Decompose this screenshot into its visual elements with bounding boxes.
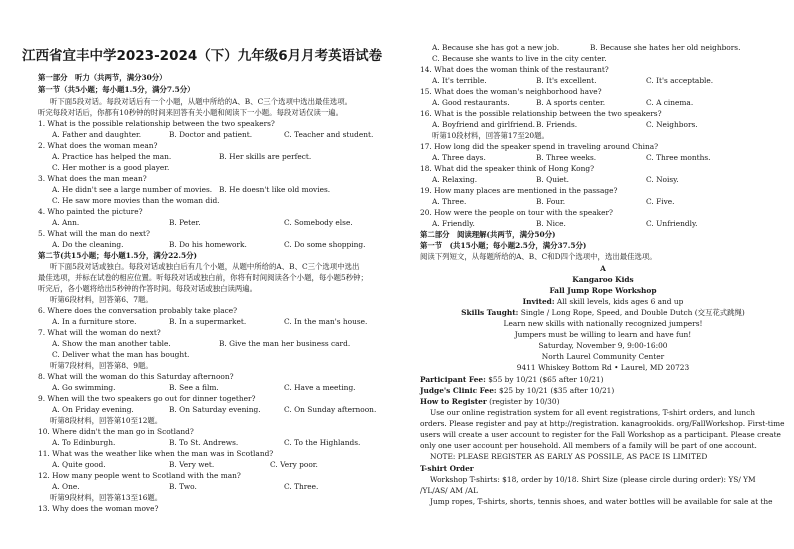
register-deadline: (register by 10/30) [486, 397, 560, 406]
section-heading: 第二节(共15小题；每小题1.5分，满分22.5分) [38, 251, 197, 260]
instruction-text: 阅读下列短文，从每题所给的A、B、C和D四个选项中，选出最佳选项。 [420, 252, 657, 261]
question-20: 20. How were the people on tour with the speaker? [420, 208, 613, 217]
option-c[interactable]: C. Because she wants to live in the city center. [432, 54, 607, 63]
option-b[interactable]: B. A sports center. [536, 98, 606, 107]
question-2: 2. What does the woman mean? [38, 141, 158, 150]
event-name: Fall Jump Rope Workshop [549, 286, 657, 295]
option-c[interactable]: C. Do some shopping. [284, 240, 366, 249]
option-c[interactable]: C. Three. [284, 482, 319, 491]
material-note: 听第9段材料，回答第13至16题。 [50, 493, 163, 502]
judge-fee-text: $25 by 10/21 ($35 after 10/21) [496, 386, 615, 395]
option-b[interactable]: B. Nice. [536, 219, 566, 228]
option-b[interactable]: B. Doctor and patient. [169, 130, 253, 139]
option-b[interactable]: B. In a supermarket. [169, 317, 247, 326]
tshirt-paragraph: /YL/AS/ AM /AL [420, 486, 478, 495]
org-name: Kangaroo Kids [572, 275, 634, 284]
register-label: How to Register [420, 397, 487, 406]
question-10: 10. Where didn't the man go in Scotland? [38, 427, 194, 436]
register-heading [420, 397, 559, 407]
judge-fee-line [420, 386, 614, 396]
question-17: 17. How long did the speaker spend in traveling around China? [420, 142, 659, 151]
option-a[interactable]: A. Ann. [52, 218, 80, 227]
skills-label: Skills Taught: [461, 308, 519, 317]
option-a[interactable]: A. In a furniture store. [52, 317, 137, 326]
register-paragraph: orders. Please register and pay at http://registration. kanagrookids. org/FallWorkshop. First-time [420, 419, 785, 428]
option-a[interactable]: A. Show the man another table. [52, 339, 171, 348]
option-b[interactable]: B. On Saturday evening. [169, 405, 261, 414]
question-3: 3. What does the man mean? [38, 174, 147, 183]
option-c[interactable]: C. Five. [646, 197, 675, 206]
option-b[interactable]: B. Three weeks. [536, 153, 597, 162]
option-a[interactable]: A. He didn't see a large number of movies. [52, 185, 213, 194]
option-a[interactable]: A. One. [52, 482, 80, 491]
option-a[interactable]: A. Boyfriend and girlfriend. [432, 120, 536, 129]
option-b[interactable]: B. Give the man her business card. [219, 339, 351, 348]
invited-label: Invited: [522, 297, 555, 306]
question-18: 18. What did the speaker think of Hong Kong? [420, 164, 595, 173]
fee-line [420, 375, 603, 385]
option-c[interactable]: C. Neighbors. [646, 120, 698, 129]
option-a[interactable]: A. Friendly. [432, 219, 475, 228]
tshirt-paragraph: Workshop T-shirts: $18, order by 10/18. Shirt Size (please circle during order): YS/ YM [430, 475, 756, 484]
option-a[interactable]: A. Quite good. [52, 460, 106, 469]
material-note: 听第10段材料，回答第17至20题。 [432, 131, 549, 140]
invited-text: All skill levels, kids ages 6 and up [554, 297, 684, 306]
question-15: 15. What does the woman's neighborhood have? [420, 87, 602, 96]
part-heading: 第二部分 阅读理解(共两节，满分50分) [420, 230, 556, 239]
option-c[interactable]: C. Deliver what the man has bought. [52, 350, 190, 359]
option-c[interactable]: C. Three months. [646, 153, 711, 162]
option-c[interactable]: C. Noisy. [646, 175, 679, 184]
option-c[interactable]: C. In the man's house. [284, 317, 368, 326]
option-c[interactable]: C. Her mother is a good player. [52, 163, 170, 172]
option-a[interactable]: A. Three. [432, 197, 467, 206]
question-12: 12. How many people went to Scotland with the man? [38, 471, 241, 480]
option-a[interactable]: A. On Friday evening. [52, 405, 134, 414]
register-paragraph: Use our online registration system for all event registrations, T-shirt orders, and lunch [430, 408, 755, 417]
option-b[interactable]: B. He doesn't like old movies. [219, 185, 331, 194]
question-19: 19. How many places are mentioned in the passage? [420, 186, 618, 195]
option-c[interactable]: C. Have a meeting. [284, 383, 356, 392]
option-c[interactable]: C. To the Highlands. [284, 438, 361, 447]
instruction-text: 听下面5段对话。每段对话后有一个小题，从题中所给的A、B、C三个选项中选出最佳选项。 [50, 97, 352, 106]
event-address: 9411 Whiskey Bottom Rd • Laurel, MD 20723 [516, 363, 690, 372]
option-c[interactable]: C. It's acceptable. [646, 76, 714, 85]
instruction-text: 最佳选项，并标在试卷的相应位置。听每段对话或独白前，你将有时间阅读各个小题，每小题5秒钟； [38, 273, 368, 282]
register-paragraph: only one user account per household. All members of a family will be part of one account. [420, 441, 757, 450]
option-b[interactable]: B. Do his homework. [169, 240, 247, 249]
ad-line: Learn new skills with nationally recognized jumpers! [503, 319, 703, 328]
question-14: 14. What does the woman think of the restaurant? [420, 65, 609, 74]
option-c[interactable]: C. On Sunday afternoon. [284, 405, 377, 414]
instruction-text: 听完每段对话后，你都有10秒钟的时间来回答有关小题和阅读下一小题。每段对话仅读一遍。 [38, 108, 344, 117]
option-c[interactable]: C. A cinema. [646, 98, 694, 107]
material-note: 听第8段材料，回答第10至12题。 [50, 416, 163, 425]
option-b[interactable]: B. Quiet. [536, 175, 570, 184]
option-a[interactable]: A. Because she has got a new job. [432, 43, 560, 52]
option-c[interactable]: C. He saw more movies than the woman did. [52, 196, 220, 205]
option-a[interactable]: A. It's terrible. [432, 76, 487, 85]
question-16: 16. What is the possible relationship between the two speakers? [420, 109, 662, 118]
question-6: 6. Where does the conversation probably take place? [38, 306, 238, 315]
ad-line: Jumpers must be willing to learn and have fun! [514, 330, 692, 339]
option-c[interactable]: C. Unfriendly. [646, 219, 698, 228]
event-date: Saturday, November 9, 9:00-16:00 [538, 341, 668, 350]
register-note: NOTE: PLEASE REGISTER AS EARLY AS POSSILE, AS PACE IS LIMITED [430, 452, 708, 461]
question-7: 7. What will the woman do next? [38, 328, 161, 337]
option-b[interactable]: B. See a film. [169, 383, 219, 392]
option-b[interactable]: B. Friends. [536, 120, 578, 129]
instruction-text: 听下面5段对话或独白。每段对话或独白后有几个小题，从题中所给的A、B、C三个选项中选出 [50, 262, 360, 271]
option-a[interactable]: A. Father and daughter. [52, 130, 142, 139]
material-note: 听第7段材料，回答第8、9题。 [50, 361, 153, 370]
tshirt-paragraph: Jump ropes, T-shirts, shorts, tennis shoes, and water bottles will be available for sale at the [430, 497, 773, 506]
part-heading: 第一部分 听力（共两节，满分30分） [38, 73, 167, 82]
skills-text: Single / Long Rope, Speed, and Double Dutch (交互花式跳绳) [518, 308, 745, 317]
tshirt-heading: T-shirt Order [420, 464, 474, 473]
question-8: 8. What will the woman do this Saturday afternoon? [38, 372, 234, 381]
option-b[interactable]: B. It's excellent. [536, 76, 597, 85]
question-13: 13. Why does the woman move? [38, 504, 159, 513]
option-b[interactable]: B. Two. [169, 482, 197, 491]
question-4: 4. Who painted the picture? [38, 207, 143, 216]
option-b[interactable]: B. To St. Andrews. [169, 438, 239, 447]
option-a[interactable]: A. To Edinburgh. [52, 438, 116, 447]
event-venue: North Laurel Community Center [541, 352, 665, 361]
option-b[interactable]: B. Peter. [169, 218, 201, 227]
question-11: 11. What was the weather like when the man was in Scotland? [38, 449, 274, 458]
fee-label: Participant Fee: [420, 375, 486, 384]
option-c[interactable]: C. Very poor. [270, 460, 318, 469]
skills-line [420, 308, 786, 318]
option-a[interactable]: A. Practice has helped the man. [52, 152, 172, 161]
option-b[interactable]: B. Four. [536, 197, 566, 206]
judge-fee-label: Judge's Clinic Fee: [420, 386, 497, 395]
option-a[interactable]: A. Do the cleaning. [52, 240, 124, 249]
option-b[interactable]: B. Very wet. [169, 460, 215, 469]
option-a[interactable]: A. Relaxing. [432, 175, 478, 184]
instruction-text: 听完后，各小题将给出5秒钟的作答时间。每段对话或独白读两遍。 [38, 284, 258, 293]
question-9: 9. When will the two speakers go out for dinner together? [38, 394, 256, 403]
exam-title: 江西省宜丰中学2023-2024（下）九年级6月月考英语试卷 [22, 48, 383, 64]
register-paragraph: users will create a user account to register for the Fall Workshop as a participant. Please create [420, 430, 781, 439]
option-c[interactable]: C. Teacher and student. [284, 130, 374, 139]
passage-letter: A [600, 264, 606, 273]
section-heading: 第一节 (共15小题；每小题2.5分，满分37.5分) [420, 241, 587, 250]
option-b[interactable]: B. Her skills are perfect. [219, 152, 312, 161]
option-c[interactable]: C. Somebody else. [284, 218, 353, 227]
material-note: 听第6段材料，回答第6、7题。 [50, 295, 153, 304]
invited-line [420, 297, 786, 307]
option-a[interactable]: A. Three days. [432, 153, 486, 162]
fee-text: $55 by 10/21 ($65 after 10/21) [485, 375, 604, 384]
option-a[interactable]: A. Go swimming. [52, 383, 116, 392]
option-b[interactable]: B. Because she hates her old neighbors. [590, 43, 741, 52]
question-1: 1. What is the possible relationship between the two speakers? [38, 119, 275, 128]
option-a[interactable]: A. Good restaurants. [432, 98, 510, 107]
section-heading: 第一节（共5小题；每小题1.5分，满分7.5分） [38, 85, 195, 94]
question-5: 5. What will the man do next? [38, 229, 150, 238]
